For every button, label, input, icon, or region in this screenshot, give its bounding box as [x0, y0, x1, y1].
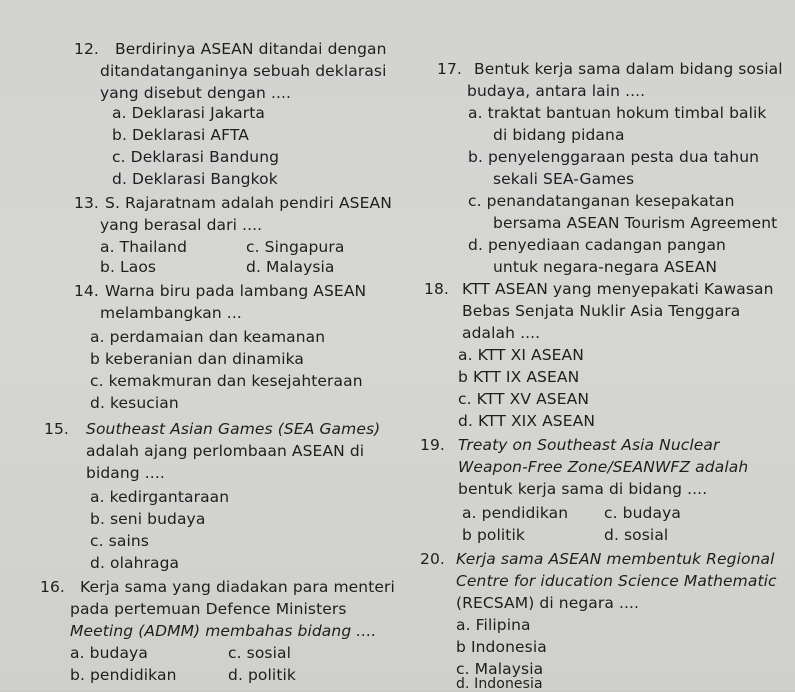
q17-option: b. penyelenggaraan pesta dua tahun [468, 148, 760, 166]
q15-stem-line: adalah ajang perlombaan ASEAN di [86, 442, 365, 460]
q19-stem-line: Weapon-Free Zone/SEANWFZ adalah [458, 458, 749, 476]
q16-number: 16. [40, 578, 65, 596]
q13-option: b. Laos [100, 258, 157, 276]
q12-option: d. Deklarasi Bangkok [112, 170, 278, 188]
q15-option: d. olahraga [90, 554, 180, 572]
q14-option: a. perdamaian dan keamanan [90, 328, 326, 346]
q13-option: d. Malaysia [246, 258, 335, 276]
q15-stem-line: Southeast Asian Games (SEA Games) [86, 420, 381, 438]
q12-option: a. Deklarasi Jakarta [112, 104, 266, 122]
q17-number: 17. [437, 60, 462, 78]
q17-option: d. penyediaan cadangan pangan [468, 236, 726, 254]
q19-stem-line: bentuk kerja sama di bidang .... [458, 480, 708, 498]
q18-stem-line: adalah .... [462, 324, 541, 342]
q18-option: d. KTT XIX ASEAN [458, 412, 596, 430]
q12-stem-line: ditandatanganinya sebuah deklarasi [100, 62, 387, 80]
q15-number: 15. [44, 420, 69, 438]
q17-option: bersama ASEAN Tourism Agreement [493, 214, 778, 232]
q15-option: b. seni budaya [90, 510, 206, 528]
q14-stem-line: Warna biru pada lambang ASEAN [105, 282, 367, 300]
q19-option: a. pendidikan [462, 504, 569, 522]
q17-option: untuk negara-negara ASEAN [493, 258, 718, 276]
q16-stem-line: Kerja sama yang diadakan para menteri [80, 578, 395, 596]
q16-stem-line: pada pertemuan Defence Ministers [70, 600, 347, 618]
q12-stem-line: Berdirinya ASEAN ditandai dengan [115, 40, 387, 58]
q18-number: 18. [424, 280, 449, 298]
q14-option: b keberanian dan dinamika [90, 350, 305, 368]
q17-option: c. penandatanganan kesepakatan [468, 192, 735, 210]
q19-option: b politik [462, 526, 525, 544]
q13-stem-line: S. Rajaratnam adalah pendiri ASEAN [105, 194, 392, 212]
q20-stem-line: Kerja sama ASEAN membentuk Regional [456, 550, 775, 568]
q12-option: b. Deklarasi AFTA [112, 126, 249, 144]
q20-stem-line: Centre for iducation Science Mathematic [456, 572, 777, 590]
q18-option: c. KTT XV ASEAN [458, 390, 590, 408]
q20-option: c. Malaysia [456, 660, 544, 678]
q19-option: d. sosial [604, 526, 669, 544]
q16-option: a. budaya [70, 644, 148, 662]
q15-option: a. kedirgantaraan [90, 488, 230, 506]
q17-option: sekali SEA-Games [493, 170, 635, 188]
q19-number: 19. [420, 436, 445, 454]
q18-option: a. KTT XI ASEAN [458, 346, 584, 364]
q15-stem-line: bidang .... [86, 464, 165, 482]
q14-stem-line: melambangkan ... [100, 304, 242, 322]
q16-option: c. sosial [228, 644, 292, 662]
q14-option: d. kesucian [90, 394, 179, 412]
q20-option: a. Filipina [456, 616, 531, 634]
q17-option: di bidang pidana [493, 126, 625, 144]
q12-number: 12. [74, 40, 99, 58]
q12-option: c. Deklarasi Bandung [112, 148, 280, 166]
q13-option: c. Singapura [246, 238, 345, 256]
q13-option: a. Thailand [100, 238, 188, 256]
q15-option: c. sains [90, 532, 149, 550]
q18-option: b KTT IX ASEAN [458, 368, 580, 386]
q18-stem-line: KTT ASEAN yang menyepakati Kawasan [462, 280, 774, 298]
q12-stem-line: yang disebut dengan .... [100, 84, 292, 102]
q20-option: d. Indonesia [456, 676, 543, 692]
q17-option: a. traktat bantuan hokum timbal balik [468, 104, 767, 122]
q14-option: c. kemakmuran dan kesejahteraan [90, 372, 363, 390]
q20-option: b Indonesia [456, 638, 547, 656]
q20-stem-line: (RECSAM) di negara .... [456, 594, 640, 612]
q20-number: 20. [420, 550, 445, 568]
q17-stem-line: budaya, antara lain .... [467, 82, 646, 100]
q14-number: 14. [74, 282, 99, 300]
q16-option: d. politik [228, 666, 296, 684]
q17-stem-line: Bentuk kerja sama dalam bidang sosial [474, 60, 783, 78]
q13-stem-line: yang berasal dari .... [100, 216, 263, 234]
q16-stem-line: Meeting (ADMM) membahas bidang .... [70, 622, 377, 640]
q16-option: b. pendidikan [70, 666, 177, 684]
q13-number: 13. [74, 194, 99, 212]
q19-option: c. budaya [604, 504, 681, 522]
q18-stem-line: Bebas Senjata Nuklir Asia Tenggara [462, 302, 741, 320]
q19-stem-line: Treaty on Southeast Asia Nuclear [458, 436, 720, 454]
